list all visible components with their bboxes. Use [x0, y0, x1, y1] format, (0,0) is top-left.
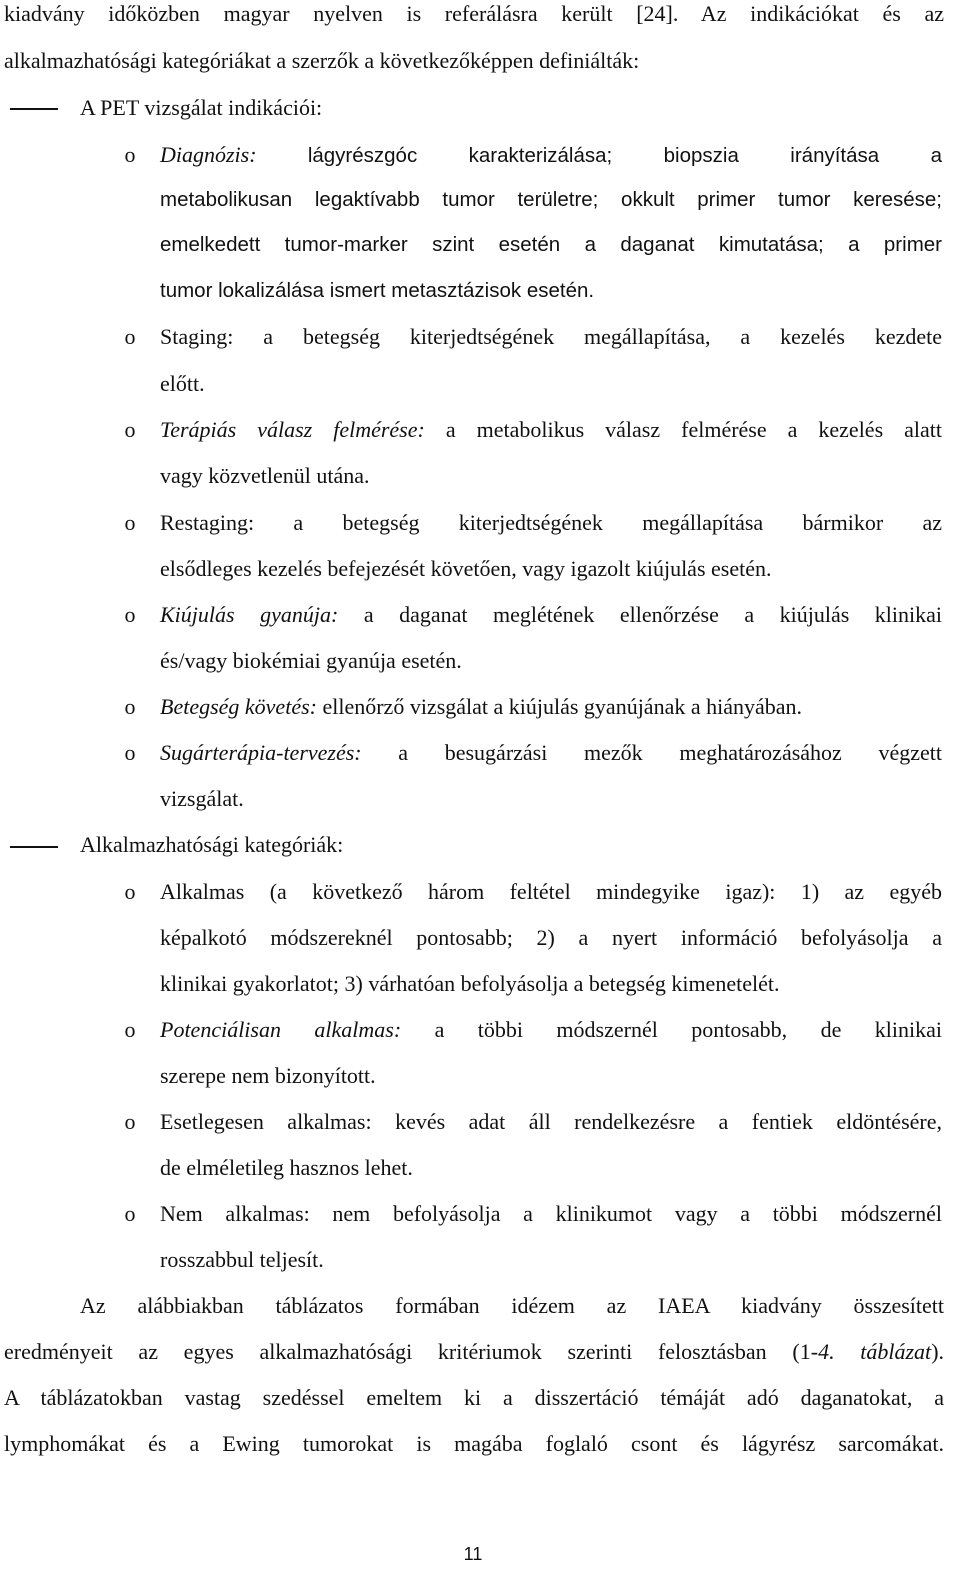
- term-diagnosis: Diagnózis:: [160, 142, 257, 167]
- term-potential: Potenciálisan alkalmas:: [160, 1017, 402, 1042]
- item-diagnosis-line-1: [160, 141, 942, 170]
- bullet-suitable: o: [124, 879, 136, 904]
- item-diagnosis-line-4: tumor lokalizálása ismert metasztázisok esetén.: [160, 279, 595, 302]
- item-suitable-line-1: Alkalmas (a következő három feltétel mindegyike igaz): 1) az egyéb: [160, 879, 942, 904]
- item-suitable-line-2: képalkotó módszereknél pontosabb; 2) a nyert információ befolyásolja a: [160, 925, 942, 950]
- item-diagnosis-line-2: metabolikusan legaktívabb tumor területre; okkult primer tumor keresése;: [160, 188, 942, 211]
- item-therapy-line-1: [160, 416, 942, 444]
- bullet-potential: o: [124, 1017, 136, 1042]
- item-potential-line-1: [160, 1016, 942, 1044]
- item-staging-line-2: előtt.: [160, 371, 205, 396]
- diagnosis-text-1: lágyrészgóc karakterizálása; biopszia irányítása a: [307, 144, 942, 167]
- pet-heading: A PET vizsgálat indikációi:: [80, 95, 323, 120]
- intro-line-2: alkalmazhatósági kategóriákat a szerzők a következőképpen definiálták:: [4, 48, 640, 73]
- dash-bullet-pet: [10, 108, 58, 110]
- item-possible-line-2: de elméletileg hasznos lehet.: [160, 1155, 413, 1180]
- item-notsuitable-line-2: rosszabbul teljesít.: [160, 1247, 324, 1272]
- term-therapy: Terápiás válasz felmérése:: [160, 417, 425, 442]
- therapy-text-1: a metabolikus válasz felmérése a kezelés alatt: [445, 417, 943, 442]
- item-relapse-line-1: [160, 601, 942, 629]
- item-diagnosis-line-3: emelkedett tumor-marker szint esetén a daganat kimutatása; a primer: [160, 233, 942, 256]
- item-potential-line-2: szerepe nem bizonyított.: [160, 1063, 376, 1088]
- bullet-possible: o: [124, 1109, 136, 1134]
- term-followup: Betegség követés:: [160, 694, 317, 719]
- intro-line-1: kiadvány időközben magyar nyelven is referálásra került [24]. Az indikációkat és az: [4, 1, 944, 26]
- term-relapse: Kiújulás gyanúja:: [160, 602, 339, 627]
- closing-line-2: [4, 1338, 944, 1366]
- bullet-staging: o: [124, 324, 136, 349]
- closing-line-4: lymphomákat és a Ewing tumorokat is magába foglaló csont és lágyrész sarcomákat.: [4, 1431, 944, 1456]
- item-restaging-line-1: Restaging: a betegség kiterjedtségének megállapítása bármikor az: [160, 510, 942, 535]
- page-number: 11: [463, 1544, 483, 1564]
- item-suitable-line-3: klinikai gyakorlatot; 3) várhatóan befolyásolja a betegség kimenetelét.: [160, 971, 780, 996]
- item-restaging-line-2: elsődleges kezelés befejezését követően, vagy igazolt kiújulás esetén.: [160, 556, 772, 581]
- item-radiotherapy-line-2: vizsgálat.: [160, 786, 244, 811]
- radiotherapy-text-1: a besugárzási mezők meghatározásához végzett: [398, 740, 942, 765]
- closing-line-2-text: eredményeit az egyes alkalmazhatósági kritériumok szerinti felosztásban (1-: [4, 1339, 819, 1364]
- bullet-therapy: o: [124, 417, 136, 442]
- bullet-notsuitable: o: [124, 1201, 136, 1226]
- potential-text-1: a többi módszernél pontosabb, de klinikai: [434, 1017, 943, 1042]
- dash-bullet-categories: [10, 846, 58, 848]
- bullet-radiotherapy: o: [124, 740, 136, 765]
- bullet-relapse: o: [124, 602, 136, 627]
- item-relapse-line-2: és/vagy biokémiai gyanúja esetén.: [160, 648, 462, 673]
- bullet-followup: o: [124, 694, 136, 719]
- item-notsuitable-line-1: Nem alkalmas: nem befolyásolja a klinikumot vagy a többi módszernél: [160, 1201, 942, 1226]
- closing-line-2-end: ).: [931, 1339, 945, 1364]
- relapse-text-1: a daganat meglétének ellenőrzése a kiújulás klinikai: [363, 602, 943, 627]
- item-staging-line-1: Staging: a betegség kiterjedtségének megállapítása, a kezelés kezdete: [160, 324, 942, 349]
- bullet-restaging: o: [124, 510, 136, 535]
- closing-line-1: Az alábbiakban táblázatos formában idézem az IAEA kiadvány összesített: [80, 1293, 944, 1318]
- item-followup-line-1: [160, 693, 802, 721]
- categories-heading: Alkalmazhatósági kategóriák:: [80, 832, 344, 857]
- item-radiotherapy-line-1: [160, 739, 942, 767]
- table-reference: 4. táblázat: [818, 1339, 932, 1364]
- item-therapy-line-2: vagy közvetlenül utána.: [160, 463, 370, 488]
- item-possible-line-1: Esetlegesen alkalmas: kevés adat áll rendelkezésre a fentiek eldöntésére,: [160, 1109, 942, 1134]
- closing-line-3: A táblázatokban vastag szedéssel emeltem ki a disszertáció témáját adó daganatokat, a: [4, 1385, 944, 1410]
- bullet-diagnosis: o: [124, 142, 136, 167]
- followup-text-1: ellenőrző vizsgálat a kiújulás gyanújának a hiányában.: [322, 694, 803, 719]
- term-radiotherapy: Sugárterápia-tervezés:: [160, 740, 362, 765]
